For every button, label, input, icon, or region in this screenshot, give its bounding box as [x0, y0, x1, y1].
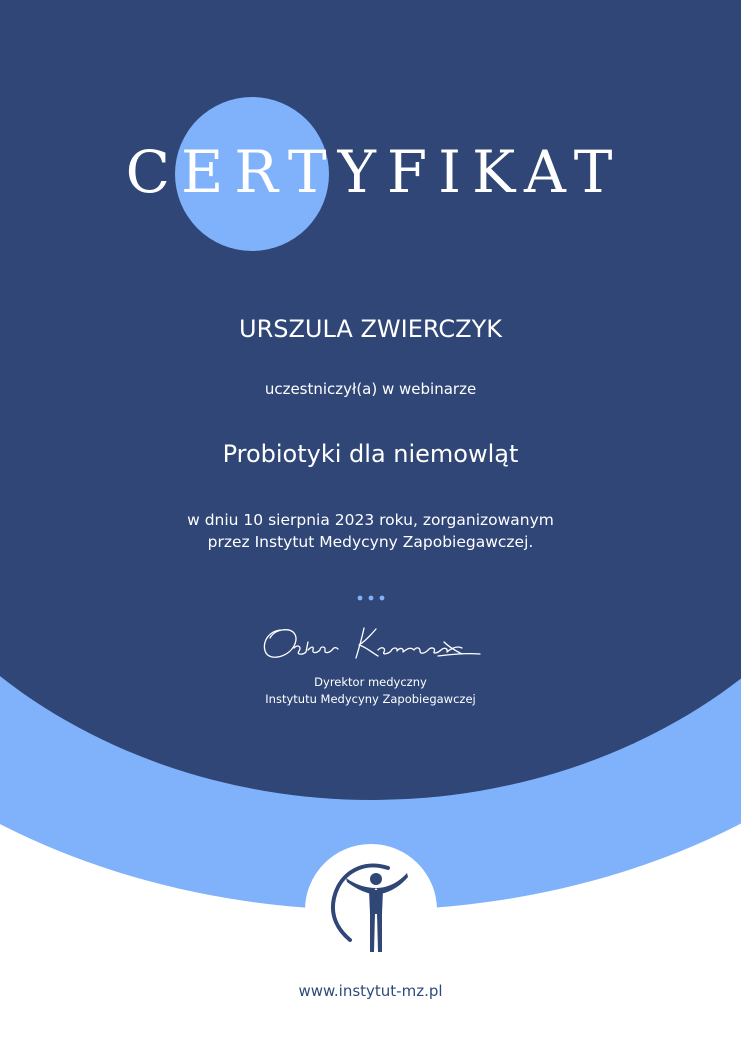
recipient-name: URSZULA ZWIERCZYK	[239, 315, 502, 343]
certificate-title: CERTYFIKAT	[125, 138, 624, 206]
event-description	[0, 509, 741, 553]
institute-logo-icon	[326, 858, 416, 958]
webinar-title: Probiotyki dla niemowląt	[222, 440, 519, 468]
signature-icon	[258, 620, 484, 664]
website-link[interactable]: www.instytut-mz.pl	[298, 982, 443, 1000]
participation-text: uczestniczył(a) w webinarze	[264, 380, 477, 398]
three-dots-divider-icon	[356, 594, 386, 602]
signer-role-line-2: Instytutu Medycyny Zapobiegawczej	[265, 692, 476, 706]
signer-role	[0, 674, 741, 708]
event-description-line-2: przez Instytut Medycyny Zapobiegawczej.	[207, 533, 534, 551]
event-description-line-1: w dniu 10 sierpnia 2023 roku, zorganizowanym	[187, 511, 554, 529]
signer-role-line-1: Dyrektor medyczny	[314, 675, 427, 689]
